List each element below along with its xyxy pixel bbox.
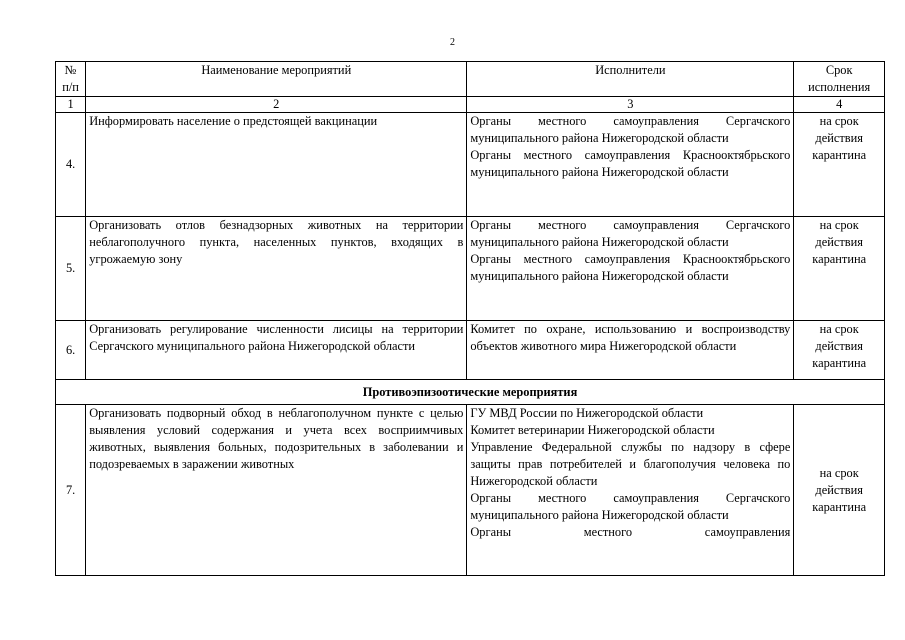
- row-action: Организовать подворный обход в неблагополучном пункте с целью выявления условий содержания и учета всех восприимчивых животных, выявления больных, подозрительных в заболевании и подозреваемых в заражении животных: [86, 405, 467, 576]
- column-index: 2: [86, 97, 467, 113]
- row-number: 6.: [56, 321, 86, 380]
- table-row: [56, 113, 885, 217]
- row-executors: [467, 321, 794, 380]
- executor-entry: ГУ МВД России по Нижегородской области: [470, 406, 704, 420]
- executor-entry: Органы местного самоуправления Сергачского муниципального района Нижегородской области: [470, 491, 791, 522]
- row-executors: [467, 405, 794, 576]
- executor-entry: Органы местного самоуправления Сергачского муниципального района Нижегородской области: [470, 218, 791, 249]
- table-row: [56, 321, 885, 380]
- table-row: [56, 217, 885, 321]
- row-term: на срок действия карантина: [794, 405, 885, 576]
- column-index-row: [56, 97, 885, 113]
- section-row: [56, 380, 885, 405]
- header-executors: Исполнители: [467, 62, 794, 97]
- executor-entry: Комитет по охране, использованию и воспроизводству объектов животного мира Нижегородской области: [470, 322, 791, 353]
- page-number: 2: [450, 37, 455, 48]
- executor-entry: Комитет ветеринарии Нижегородской области: [470, 423, 715, 437]
- executor-entry: Органы местного самоуправления Сергачского муниципального района Нижегородской области: [470, 114, 791, 145]
- column-index: 3: [467, 97, 794, 113]
- row-action: Информировать население о предстоящей вакцинации: [86, 113, 467, 217]
- row-executors: [467, 217, 794, 321]
- row-term: на срок действия карантина: [794, 321, 885, 380]
- executor-entry: Органы местного самоуправления Краснооктябрьского муниципального района Нижегородской области: [470, 252, 791, 283]
- executor-entry: Органы местного самоуправления: [470, 525, 791, 539]
- row-action: Организовать регулирование численности лисицы на территории Сергачского муниципального района Нижегородской области: [86, 321, 467, 380]
- table-header-row: [56, 62, 885, 97]
- column-index: 1: [56, 97, 86, 113]
- executor-entry: Управление Федеральной службы по надзору в сфере защиты прав потребителей и благополучия человека по Нижегородской области: [470, 440, 791, 488]
- measures-table: [55, 61, 885, 576]
- header-term: Срок исполнения: [794, 62, 885, 97]
- row-term: на срок действия карантина: [794, 217, 885, 321]
- row-executors: [467, 113, 794, 217]
- section-title: Противоэпизоотические мероприятия: [56, 380, 885, 405]
- header-name: Наименование мероприятий: [86, 62, 467, 97]
- column-index: 4: [794, 97, 885, 113]
- row-number: 5.: [56, 217, 86, 321]
- header-num: № п/п: [56, 62, 86, 97]
- row-action: Организовать отлов безнадзорных животных на территории неблагополучного пункта, населенных пунктов, входящих в угрожаемую зону: [86, 217, 467, 321]
- row-number: 4.: [56, 113, 86, 217]
- table-row: [56, 405, 885, 576]
- executor-entry: Органы местного самоуправления Краснооктябрьского муниципального района Нижегородской области: [470, 148, 791, 179]
- row-term: на срок действия карантина: [794, 113, 885, 217]
- row-number: 7.: [56, 405, 86, 576]
